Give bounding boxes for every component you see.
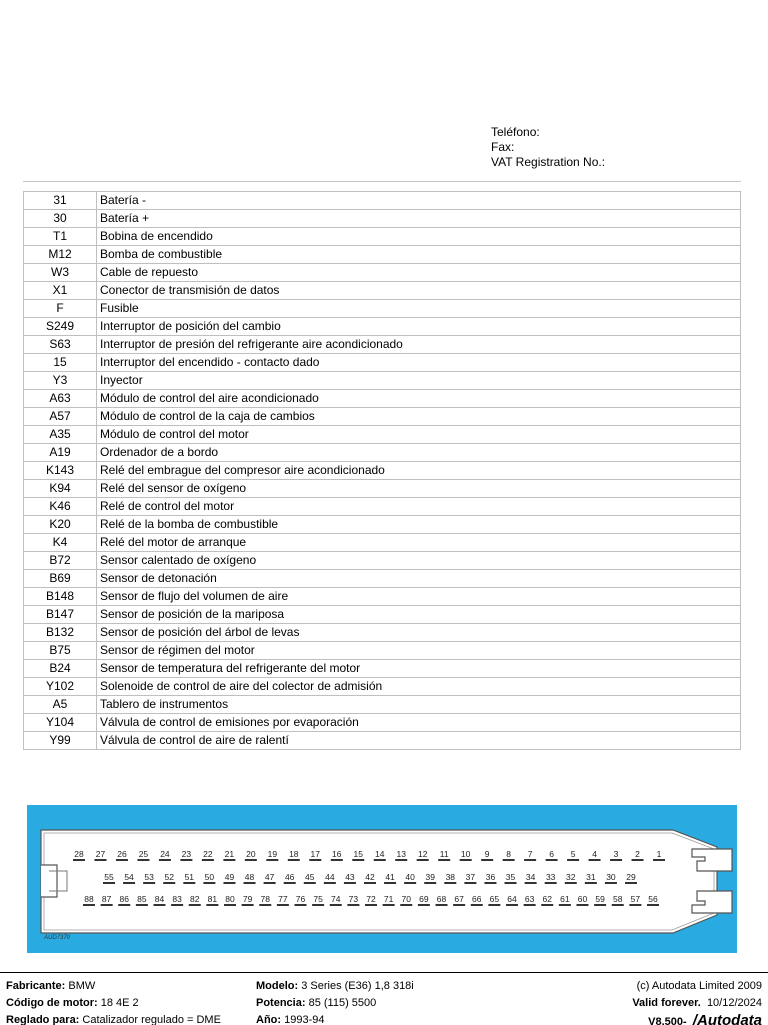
- pin-contact: [180, 859, 192, 861]
- table-row: [24, 228, 741, 246]
- set-for-label: Reglado para:: [6, 1014, 80, 1025]
- component-code: Y104: [24, 714, 97, 732]
- pin-number: 76: [295, 894, 306, 904]
- version-text: V8.500-: [648, 1016, 687, 1025]
- table-row: [24, 624, 741, 642]
- component-description: Interruptor de posición del cambio: [97, 318, 741, 336]
- pin-number: 84: [154, 894, 165, 904]
- pin-number: 7: [527, 849, 533, 859]
- pin-number: 80: [225, 894, 235, 904]
- table-row: [24, 462, 741, 480]
- component-description: Batería +: [97, 210, 741, 228]
- engine-code-value: 18 4E 2: [100, 997, 139, 1009]
- pin-number: 71: [383, 894, 394, 904]
- pin-number: 77: [278, 894, 288, 904]
- table-row: [24, 516, 741, 534]
- pin-number: 58: [613, 894, 623, 904]
- pin-contact: [264, 882, 276, 884]
- pin-contact: [629, 904, 641, 906]
- table-row: [24, 696, 741, 714]
- copyright-text: (c) Autodata Limited 2009: [636, 980, 762, 992]
- pin-contact: [347, 904, 359, 906]
- pin-contact: [546, 859, 558, 861]
- set-for-value: Catalizador regulado = DME: [82, 1014, 221, 1025]
- component-description: Módulo de control de la caja de cambios: [97, 408, 741, 426]
- pin-contact: [288, 859, 300, 861]
- component-description: Relé de la bomba de combustible: [97, 516, 741, 534]
- pin-contact: [352, 859, 364, 861]
- engine-code-label: Código de motor:: [6, 997, 98, 1009]
- pin-contact: [324, 882, 336, 884]
- pin-contact: [524, 859, 536, 861]
- pin-number: 74: [331, 894, 341, 904]
- pin-contact: [309, 859, 321, 861]
- component-table: [23, 191, 741, 750]
- pin-contact: [304, 882, 316, 884]
- component-code: Y3: [24, 372, 97, 390]
- pin-number: 18: [289, 849, 299, 859]
- pin-number: 9: [484, 849, 490, 859]
- pin-number: 37: [465, 872, 476, 882]
- pin-number: 65: [489, 894, 500, 904]
- pin-number: 26: [117, 849, 127, 859]
- pin-number: 72: [366, 894, 376, 904]
- pin-number: 70: [401, 894, 411, 904]
- pin-number: 60: [577, 894, 588, 904]
- pin-number: 49: [224, 872, 235, 882]
- pin-number: 19: [267, 849, 278, 859]
- footer-date: 10/12/2024: [706, 997, 762, 1009]
- component-code: A5: [24, 696, 97, 714]
- component-description: Sensor de posición de la mariposa: [97, 606, 741, 624]
- year-label: Año:: [256, 1014, 282, 1025]
- pin-number: 38: [445, 872, 456, 882]
- component-code: A19: [24, 444, 97, 462]
- pin-number: 14: [375, 849, 385, 859]
- pin-number: 53: [144, 872, 154, 882]
- table-row: [24, 318, 741, 336]
- table-row: [24, 210, 741, 228]
- pin-number: 43: [345, 872, 355, 882]
- pin-number: 17: [310, 849, 321, 859]
- table-row: [24, 264, 741, 282]
- pin-number: 41: [385, 872, 395, 882]
- component-description: Relé del embrague del compresor aire acondicionado: [97, 462, 741, 480]
- pin-number: 28: [74, 849, 84, 859]
- table-row: [24, 354, 741, 372]
- pin-contact: [374, 859, 386, 861]
- diagram-ref-code: AUD7370: [44, 935, 71, 941]
- component-description: Módulo de control del aire acondicionado: [97, 390, 741, 408]
- manufacturer-label: Fabricante:: [6, 980, 66, 992]
- pin-number: 67: [454, 894, 464, 904]
- pin-contact: [330, 904, 342, 906]
- table-row: [24, 732, 741, 750]
- pin-contact: [83, 904, 95, 906]
- pin-contact: [244, 882, 256, 884]
- component-description: Sensor de posición del árbol de levas: [97, 624, 741, 642]
- pin-contact: [585, 882, 597, 884]
- pin-contact: [484, 882, 496, 884]
- pin-contact: [404, 882, 416, 884]
- pin-contact: [525, 882, 537, 884]
- table-row: [24, 426, 741, 444]
- power-value: 85 (115) 5500: [308, 997, 377, 1009]
- ecu-connector-diagram: [27, 805, 737, 953]
- pin-contact: [506, 904, 518, 906]
- table-row: [24, 714, 741, 732]
- pin-contact: [136, 904, 148, 906]
- component-code: Y99: [24, 732, 97, 750]
- component-description: Tablero de instrumentos: [97, 696, 741, 714]
- pin-contact: [259, 904, 271, 906]
- pin-contact: [647, 904, 659, 906]
- pin-contact: [118, 904, 130, 906]
- pin-contact: [625, 882, 637, 884]
- component-code: K94: [24, 480, 97, 498]
- header-divider: [23, 181, 741, 182]
- pin-number: 22: [203, 849, 213, 859]
- table-row: [24, 660, 741, 678]
- pin-contact: [284, 882, 296, 884]
- component-code: A63: [24, 390, 97, 408]
- pin-number: 44: [325, 872, 335, 882]
- pin-number: 85: [137, 894, 147, 904]
- component-description: Interruptor del encendido - contacto dado: [97, 354, 741, 372]
- pin-contact: [417, 859, 429, 861]
- pin-contact: [116, 859, 128, 861]
- pin-contact: [395, 859, 407, 861]
- component-code: 15: [24, 354, 97, 372]
- pin-number: 87: [101, 894, 112, 904]
- pin-contact: [565, 882, 577, 884]
- pin-contact: [400, 904, 412, 906]
- component-description: Cable de repuesto: [97, 264, 741, 282]
- table-row: [24, 282, 741, 300]
- pin-number: 69: [419, 894, 429, 904]
- component-description: Batería -: [97, 192, 741, 210]
- pin-contact: [295, 904, 307, 906]
- pin-number: 68: [436, 894, 447, 904]
- pin-contact: [418, 904, 430, 906]
- component-description: Módulo de control del motor: [97, 426, 741, 444]
- pin-number: 66: [472, 894, 482, 904]
- pin-number: 42: [365, 872, 375, 882]
- pin-contact: [331, 859, 343, 861]
- pin-contact: [143, 882, 155, 884]
- pin-contact: [424, 882, 436, 884]
- valid-label: Valid forever.: [632, 997, 701, 1009]
- pin-number: 73: [348, 894, 359, 904]
- pin-number: 21: [224, 849, 235, 859]
- pin-number: 20: [246, 849, 256, 859]
- pin-contact: [436, 904, 448, 906]
- component-description: Ordenador de a bordo: [97, 444, 741, 462]
- pin-contact: [242, 904, 254, 906]
- pin-number: 32: [566, 872, 576, 882]
- table-row: [24, 498, 741, 516]
- pin-number: 62: [542, 894, 552, 904]
- contact-block: [491, 125, 605, 170]
- pin-contact: [159, 859, 171, 861]
- table-row: [24, 192, 741, 210]
- component-code: X1: [24, 282, 97, 300]
- pin-contact: [266, 859, 278, 861]
- manufacturer-value: BMW: [68, 980, 96, 992]
- pin-number: 88: [84, 894, 94, 904]
- pin-contact: [524, 904, 536, 906]
- pin-number: 15: [353, 849, 363, 859]
- component-description: Fusible: [97, 300, 741, 318]
- pin-contact: [223, 859, 235, 861]
- table-row: [24, 570, 741, 588]
- pin-contact: [577, 904, 589, 906]
- pin-contact: [505, 882, 517, 884]
- year-value: 1993-94: [284, 1014, 325, 1025]
- pin-number: 64: [507, 894, 517, 904]
- pin-number: 50: [204, 872, 215, 882]
- component-code: T1: [24, 228, 97, 246]
- pin-number: 75: [313, 894, 323, 904]
- component-code: B72: [24, 552, 97, 570]
- table-row: [24, 678, 741, 696]
- component-code: W3: [24, 264, 97, 282]
- component-code: B75: [24, 642, 97, 660]
- component-code: S249: [24, 318, 97, 336]
- pin-number: 52: [164, 872, 174, 882]
- component-code: F: [24, 300, 97, 318]
- pin-contact: [384, 882, 396, 884]
- pin-number: 82: [190, 894, 200, 904]
- pin-contact: [545, 882, 557, 884]
- component-description: Conector de transmisión de datos: [97, 282, 741, 300]
- component-code: S63: [24, 336, 97, 354]
- pin-contact: [73, 859, 85, 861]
- component-description: Sensor de temperatura del refrigerante del motor: [97, 660, 741, 678]
- pin-contact: [312, 904, 324, 906]
- pin-contact: [137, 859, 149, 861]
- footer: [0, 972, 768, 1025]
- table-row: [24, 444, 741, 462]
- component-description: Sensor calentado de oxígeno: [97, 552, 741, 570]
- footer-col-model: [256, 978, 414, 1025]
- pin-number: 33: [545, 872, 556, 882]
- table-row: [24, 480, 741, 498]
- pin-contact: [183, 882, 195, 884]
- pin-contact: [123, 882, 135, 884]
- table-row: [24, 372, 741, 390]
- model-value: 3 Series (E36) 1,8 318i: [301, 980, 414, 992]
- pin-number: 10: [460, 849, 471, 859]
- pin-number: 59: [595, 894, 605, 904]
- pin-number: 29: [626, 872, 636, 882]
- pin-number: 79: [242, 894, 253, 904]
- pin-number: 48: [244, 872, 255, 882]
- pin-contact: [481, 859, 493, 861]
- pin-contact: [594, 904, 606, 906]
- pin-contact: [364, 882, 376, 884]
- table-row: [24, 300, 741, 318]
- phone-label: Teléfono:: [491, 125, 540, 139]
- pin-contact: [202, 859, 214, 861]
- pin-contact: [103, 882, 115, 884]
- pin-contact: [503, 859, 515, 861]
- pin-contact: [344, 882, 356, 884]
- table-row: [24, 336, 741, 354]
- component-code: B69: [24, 570, 97, 588]
- component-code: 30: [24, 210, 97, 228]
- pin-number: 1: [656, 849, 662, 859]
- component-description: Inyector: [97, 372, 741, 390]
- table-row: [24, 606, 741, 624]
- pin-number: 5: [570, 849, 576, 859]
- pin-number: 86: [119, 894, 129, 904]
- pin-number: 81: [207, 894, 218, 904]
- pin-contact: [653, 859, 665, 861]
- vat-label: VAT Registration No.:: [491, 155, 606, 169]
- component-code: M12: [24, 246, 97, 264]
- component-code: K20: [24, 516, 97, 534]
- component-description: Sensor de flujo del volumen de aire: [97, 588, 741, 606]
- pin-number: 30: [606, 872, 616, 882]
- component-code: B148: [24, 588, 97, 606]
- pin-number: 36: [485, 872, 496, 882]
- pin-contact: [223, 882, 235, 884]
- pin-number: 40: [405, 872, 415, 882]
- table-row: [24, 408, 741, 426]
- pin-contact: [245, 859, 257, 861]
- pin-contact: [154, 904, 166, 906]
- pin-contact: [438, 859, 450, 861]
- component-code: B24: [24, 660, 97, 678]
- table-row: [24, 390, 741, 408]
- component-code: B147: [24, 606, 97, 624]
- component-description: Válvula de control de emisiones por evaporación: [97, 714, 741, 732]
- pin-number: 45: [305, 872, 315, 882]
- pin-contact: [632, 859, 644, 861]
- table-row: [24, 642, 741, 660]
- component-code: K4: [24, 534, 97, 552]
- pin-contact: [612, 904, 624, 906]
- model-label: Modelo:: [256, 980, 299, 992]
- pin-number: 24: [160, 849, 170, 859]
- pin-contact: [610, 859, 622, 861]
- pin-number: 35: [505, 872, 516, 882]
- pin-number: 8: [506, 849, 511, 859]
- pin-number: 61: [560, 894, 570, 904]
- pin-number: 78: [260, 894, 270, 904]
- table-row: [24, 534, 741, 552]
- pin-number: 83: [172, 894, 182, 904]
- pin-number: 63: [524, 894, 535, 904]
- pin-number: 47: [264, 872, 275, 882]
- connector-left-latch: [41, 865, 57, 897]
- component-code: B132: [24, 624, 97, 642]
- component-code: Y102: [24, 678, 97, 696]
- pin-number: 13: [396, 849, 406, 859]
- pin-number: 3: [613, 849, 619, 859]
- power-label: Potencia:: [256, 997, 306, 1009]
- table-row: [24, 552, 741, 570]
- pin-number: 23: [181, 849, 192, 859]
- component-description: Sensor de régimen del motor: [97, 642, 741, 660]
- pin-contact: [189, 904, 201, 906]
- pin-number: 55: [104, 872, 114, 882]
- component-description: Bomba de combustible: [97, 246, 741, 264]
- component-description: Solenoide de control de aire del colector de admisión: [97, 678, 741, 696]
- pin-contact: [171, 904, 183, 906]
- table-row: [24, 246, 741, 264]
- pin-contact: [365, 904, 377, 906]
- pin-number: 12: [417, 849, 428, 859]
- component-code: K143: [24, 462, 97, 480]
- pin-contact: [464, 882, 476, 884]
- component-description: Relé del motor de arranque: [97, 534, 741, 552]
- pin-number: 54: [124, 872, 134, 882]
- component-description: Relé del sensor de oxígeno: [97, 480, 741, 498]
- pin-contact: [101, 904, 113, 906]
- pin-number: 56: [648, 894, 658, 904]
- pin-contact: [453, 904, 465, 906]
- pin-contact: [94, 859, 106, 861]
- pin-number: 46: [284, 872, 295, 882]
- pin-number: 2: [635, 849, 640, 859]
- component-description: Relé de control del motor: [97, 498, 741, 516]
- component-code: 31: [24, 192, 97, 210]
- component-description: Sensor de detonación: [97, 570, 741, 588]
- component-code: A57: [24, 408, 97, 426]
- pin-contact: [383, 904, 395, 906]
- pin-contact: [471, 904, 483, 906]
- pin-contact: [605, 882, 617, 884]
- pin-contact: [541, 904, 553, 906]
- pin-number: 16: [332, 849, 342, 859]
- pin-contact: [589, 859, 601, 861]
- component-description: Interruptor de presión del refrigerante aire acondicionado: [97, 336, 741, 354]
- table-row: [24, 588, 741, 606]
- pin-contact: [206, 904, 218, 906]
- pin-number: 31: [586, 872, 596, 882]
- pin-number: 4: [592, 849, 597, 859]
- pin-number: 51: [184, 872, 195, 882]
- pin-number: 11: [439, 849, 449, 859]
- pin-number: 39: [425, 872, 435, 882]
- pin-number: 27: [95, 849, 106, 859]
- pin-contact: [163, 882, 175, 884]
- footer-col-engine: [6, 978, 221, 1025]
- footer-col-copyright: [632, 978, 762, 1025]
- pin-contact: [488, 904, 500, 906]
- pin-contact: [559, 904, 571, 906]
- pin-number: 57: [630, 894, 641, 904]
- autodata-logo: /Autodata: [692, 1012, 762, 1025]
- component-code: K46: [24, 498, 97, 516]
- fax-label: Fax:: [491, 140, 515, 154]
- pin-contact: [444, 882, 456, 884]
- pin-contact: [567, 859, 579, 861]
- component-description: Bobina de encendido: [97, 228, 741, 246]
- pin-number: 34: [525, 872, 536, 882]
- pin-contact: [203, 882, 215, 884]
- component-code: A35: [24, 426, 97, 444]
- pin-contact: [224, 904, 236, 906]
- pin-number: 6: [549, 849, 554, 859]
- component-description: Válvula de control de aire de ralentí: [97, 732, 741, 750]
- pin-number: 25: [138, 849, 149, 859]
- pin-contact: [460, 859, 472, 861]
- pin-contact: [277, 904, 289, 906]
